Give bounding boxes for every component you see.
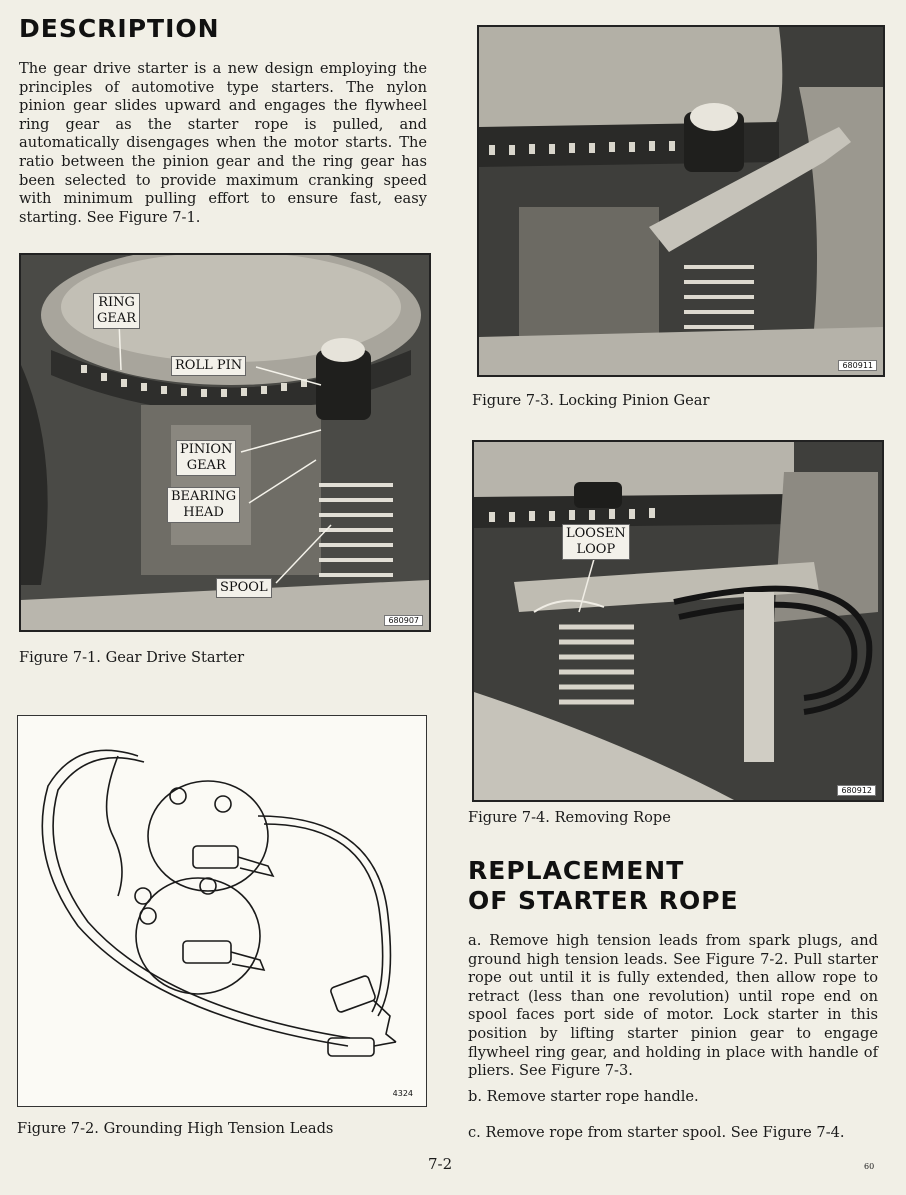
figure-7-2-number: 4324: [392, 1089, 413, 1098]
figure-7-4-photo: [472, 440, 884, 802]
step-b-text: b. Remove starter rope handle.: [468, 1088, 699, 1105]
locking-pinion-gear-photo: [479, 27, 883, 375]
removing-rope-photo: [474, 442, 882, 800]
figure-7-2-diagram: [17, 715, 427, 1107]
figure-7-3-number: 680911: [838, 360, 877, 371]
roll-pin-label: ROLL PIN: [171, 356, 246, 376]
figure-7-3-caption: Figure 7-3. Locking Pinion Gear: [472, 392, 710, 409]
bearing-head-label: BEARING HEAD: [167, 487, 240, 523]
figure-7-1-number: 680907: [384, 615, 423, 626]
description-text: The gear drive starter is a new design employing the principles of automotive type starters. The nylon pinion gear slides upward and engages the flywheel ring gear as the starter rope is pulled, and automatically disengages when the motor starts. The ratio between the pinion gear and the ring gear has been selected to provide maximum cranking speed with minimum pulling effort to ensure fast, easy starting. See Figure 7-1.: [19, 60, 427, 226]
figure-7-4-number: 680912: [837, 785, 876, 796]
ring-gear-label: RING GEAR: [93, 293, 140, 329]
replacement-heading-line2: OF STARTER ROPE: [468, 886, 739, 915]
description-heading: DESCRIPTION: [19, 14, 220, 43]
step-c-text: c. Remove rope from starter spool. See Figure 7-4.: [468, 1124, 845, 1141]
figure-7-1-caption: Figure 7-1. Gear Drive Starter: [19, 649, 245, 666]
pinion-gear-label: PINION GEAR: [176, 440, 236, 476]
page-number: 7-2: [428, 1155, 453, 1173]
figure-7-2-caption: Figure 7-2. Grounding High Tension Leads: [17, 1120, 334, 1137]
high-tension-leads-drawing: [18, 716, 426, 1106]
loosen-loop-label: LOOSEN LOOP: [562, 524, 630, 560]
replacement-heading-line1: REPLACEMENT: [468, 856, 685, 885]
corner-number: 60: [864, 1162, 875, 1171]
step-a-text: a. Remove high tension leads from spark plugs, and ground high tension leads. See Figure 7-2. Pull starter rope out until it is fully extended, then allow rope to retract (less than one revolution) until rope end on spool faces port side of motor. Lock starter in this position by lifting starter pinion gear to engage flywheel ring gear, and holding in place with handle of pliers. See Figure 7-3.: [468, 932, 878, 1080]
figure-7-1-photo: [19, 253, 431, 632]
replacement-heading: [468, 856, 739, 916]
figure-7-4-caption: Figure 7-4. Removing Rope: [468, 809, 671, 826]
figure-7-3-photo: [477, 25, 885, 377]
spool-label: SPOOL: [216, 578, 272, 598]
